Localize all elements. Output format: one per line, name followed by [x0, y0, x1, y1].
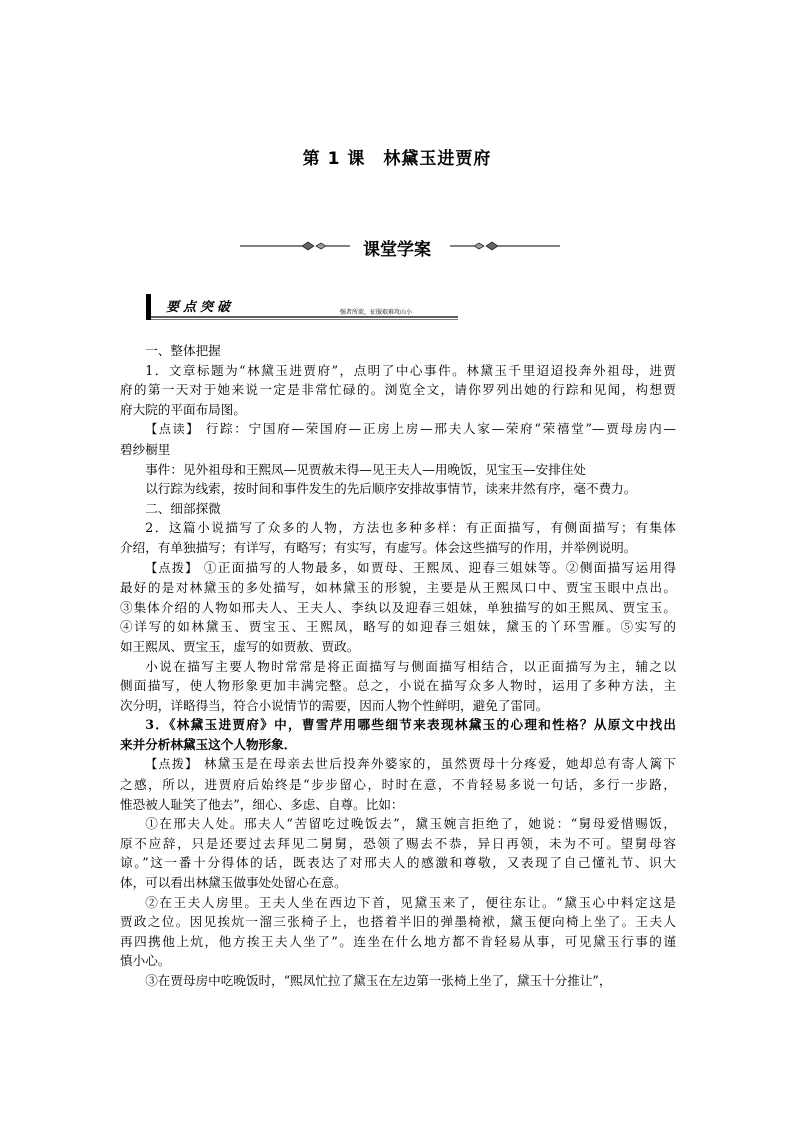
lesson-title: 第 1 课 林黛玉进贾府	[302, 149, 492, 169]
answer-1-text: 行踪：宁国府—荣国府—正房上房—邢夫人家—荣府“荣禧堂”—贾母房内—	[205, 421, 676, 437]
example-1-line: ①在邢夫人处。邢夫人“苦留吃过晚饭去”，黛玉婉言拒绝了，她说：“舅母爱惜赐饭，	[145, 816, 676, 832]
answer-1-route	[120, 419, 676, 440]
question-3-line: 来并分析林黛玉这个人物形象．	[120, 736, 297, 752]
section-title: 课堂学案	[363, 240, 431, 260]
answer-1-events: 事件：见外祖母和王熙凤—见贾赦未得—见王夫人—用晚饭，见宝玉—安排住处	[145, 461, 586, 477]
answer-2-summary: 侧面描写，使人物形象更加丰满完整。总之，小说在描写众多人物时，运用了多种方法，主	[120, 678, 676, 694]
answer-2-text: ①正面描写的人物最多，如贾母、王熙凤、迎春三姐妹等。②侧面描写运用得	[203, 559, 676, 575]
answer-2-line: ④详写的如林黛玉、贾宝玉、王熙凤，略写的如迎春三姐妹，黛玉的丫环雪雁。⑤实写的	[120, 619, 676, 635]
example-3-line: ③在贾母房中吃晚饭时，“熙凤忙拉了黛玉在左边第一张椅上坐了，黛玉十分推让”，	[145, 973, 612, 988]
question-1-line: 府的第一天对于她来说一定是非常忙碌的。浏览全文，请你罗列出她的行踪和见闻，构想贾	[120, 382, 676, 398]
answer-3-line: 之感，所以，进贾府后始终是“步步留心，时时在意，不肯轻易多说一句话，多行一步路，	[120, 777, 676, 793]
answer-3-text: 林黛玉是在母亲去世后投奔外婆家的，虽然贾母十分疼爱，她却总有寄人篱下	[203, 756, 676, 772]
question-3-line: 3．《林黛玉进贾府》中，曹雪芹用哪些细节来表现林黛玉的心理和性格？从原文中找出	[145, 717, 676, 733]
tag-dianjdu: 【点读】	[145, 422, 200, 437]
answer-3-line	[120, 754, 676, 775]
example-1-line: 体，可以看出林黛玉做事处处留心在意。	[120, 875, 347, 891]
answer-3-line: 惟恐被人耻笑了他去”，细心、多虑、自尊。比如：	[120, 796, 404, 812]
document-body	[120, 341, 676, 991]
example-2-line: 贾政之位。因见挨炕一溜三张椅子上，也搭着半旧的弹墨椅袱，黛玉便向椅上坐了。王夫人	[120, 914, 676, 930]
tag-dianbo: 【点拨】	[145, 560, 199, 575]
key-points-label: 要点突破	[166, 300, 235, 315]
question-1-line: 府大院的平面布局图。	[120, 401, 246, 417]
question-2-line: 2．这篇小说描写了众多的人物，方法也多种多样：有正面描写，有侧面描写；有集体	[145, 520, 676, 536]
question-2-line: 介绍，有单独描写；有详写，有略写；有实写，有虚写。体会这些描写的作用，并举例说明。	[120, 539, 637, 555]
example-2-line: 慎小心。	[120, 953, 171, 969]
answer-2-summary: 次分明，详略得当，符合小说情节的需要，因而人物个性鲜明，避免了雷同。	[120, 697, 549, 713]
answer-2-line: ③集体介绍的人物如邢夫人、王夫人、李纨以及迎春三姐妹，单独描写的如王熙凤、贾宝玉。	[120, 599, 676, 615]
answer-2-line: 如王熙凤、贾宝玉，虚写的如贾赦、贾政。	[120, 638, 360, 654]
answer-1-summary: 以行踪为线索，按时间和事件发生的先后顺序安排故事情节，读来井然有序，毫不费力。	[145, 481, 637, 497]
banner-slogan: 强者所欲，征服艰难攻山小	[340, 309, 413, 316]
example-1-line: 谅。”这一番十分得体的话，既表达了对邢夫人的感激和尊敬，又表现了自己懂礼节、识大	[120, 855, 676, 871]
heading-overall: 一、整体把握	[145, 343, 221, 358]
answer-1-route-cont: 碧纱橱里	[120, 441, 171, 457]
example-1-line: 原不应辞，只是还要过去拜见二舅舅，恐领了赐去不恭，异日再领，未为不可。望舅母容	[120, 835, 676, 851]
answer-2-line	[120, 558, 676, 579]
example-2-line: ②在王夫人房里。王夫人坐在西边下首，见黛玉来了，便往东让。“黛玉心中料定这是	[145, 894, 676, 910]
heading-detail: 二、细部探微	[145, 500, 221, 516]
question-1-line: 1．文章标题为“林黛玉进贾府”，点明了中心事件。林黛玉千里迢迢投奔外祖母，进贾	[145, 362, 676, 378]
answer-2-summary: 小说在描写主要人物时常常是将正面描写与侧面描写相结合，以正面描写为主，辅之以	[145, 658, 676, 674]
tag-dianbo: 【点拨】	[145, 757, 199, 772]
answer-2-line: 最好的是对林黛玉的多处描写，如林黛玉的形貌，主要是从王熙凤口中、贾宝玉眼中点出。	[120, 580, 676, 596]
example-2-line: 再四携他上炕，他方挨王夫人坐了”。连坐在什么地方都不肯轻易从事，可见黛玉行事的谨	[120, 933, 676, 949]
